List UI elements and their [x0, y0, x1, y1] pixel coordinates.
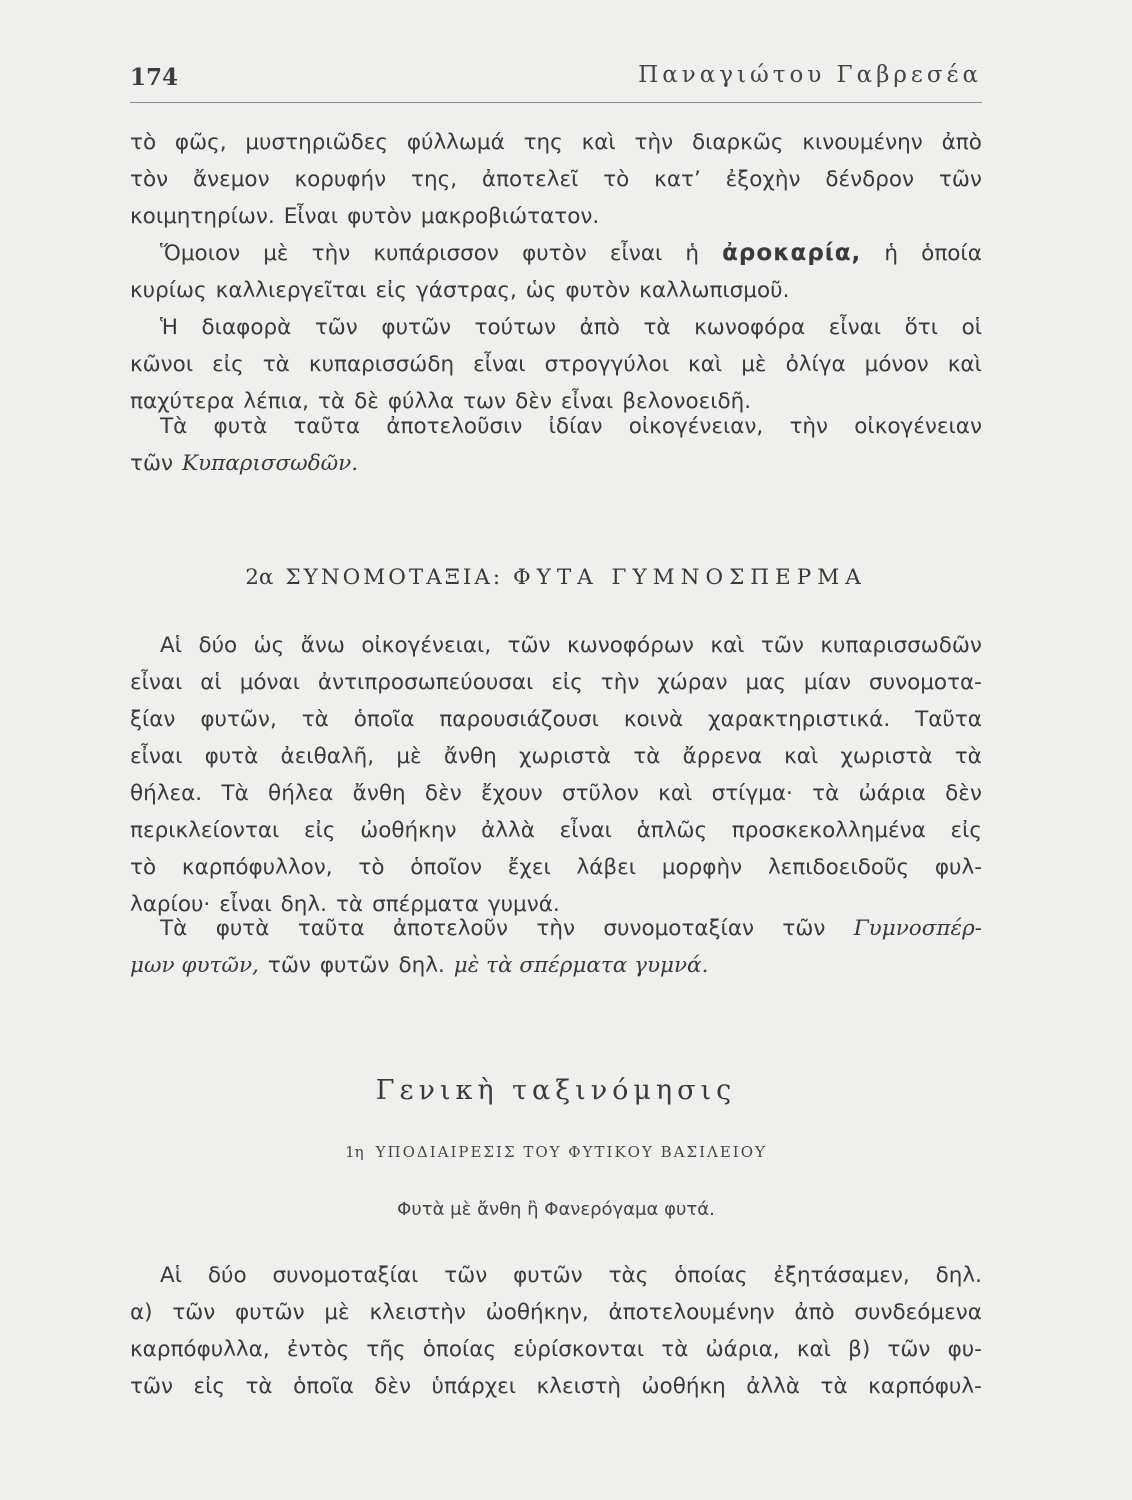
word: εἶναι [560, 389, 614, 414]
word: ἀποτελεῖ [481, 167, 579, 192]
subheading: Φυτὰ μὲ ἄνθη ἢ Φανερόγαμα φυτά. [397, 1199, 715, 1220]
word: κινουμένην [802, 130, 923, 155]
word: ἀποτελοῦν [392, 916, 509, 941]
word: εἰς [212, 352, 244, 377]
word: στίγμα· [711, 781, 793, 806]
word: της [523, 130, 563, 155]
word: θήλεα. [130, 781, 203, 806]
word: διαφορὰ [201, 315, 292, 340]
word: Ταῦτα [915, 707, 982, 732]
word: Αἱ [160, 1263, 182, 1288]
word: της, [411, 167, 458, 192]
word: τὰ [633, 744, 661, 769]
word: καὶ [947, 352, 982, 377]
word: μὲ [396, 744, 422, 769]
text-line [130, 701, 982, 738]
subdivision-heading [130, 1143, 982, 1173]
word: τὰ [661, 1337, 689, 1362]
word: Ὅμοιον [160, 241, 241, 266]
word: εἶναι [609, 241, 663, 266]
word: φυτῶν, [200, 707, 277, 732]
word: οἰκογένειαν [854, 414, 982, 439]
word: καὶ [796, 1337, 831, 1362]
word: δύο [207, 1263, 247, 1288]
word: ἀπὸ [941, 130, 982, 155]
word: ἄνθη [443, 744, 497, 769]
word: μόνον [864, 352, 929, 377]
word: τὰ [820, 1374, 848, 1399]
word: φυ- [947, 1337, 982, 1362]
word: καὶ [581, 130, 616, 155]
word: φυλ- [934, 855, 982, 880]
word: λάβει [576, 855, 637, 880]
word: α) [130, 1300, 153, 1325]
word: εἶναι [559, 818, 612, 843]
word: φυτὰ [215, 916, 270, 941]
word: καὶ [658, 781, 693, 806]
word: ὡς [525, 278, 557, 303]
word: εἶναι [130, 744, 183, 769]
word: τῶν [130, 1374, 173, 1399]
text-line [130, 775, 982, 812]
word: ταῦτα [297, 916, 365, 941]
word: μὲ [324, 1300, 350, 1325]
paragraph-5 [130, 627, 982, 923]
word: φυτῶν [381, 315, 451, 340]
word: τὰ [643, 315, 671, 340]
word: ταῦτα [293, 414, 361, 439]
word: φύλλωμά [406, 130, 505, 155]
word: ὀλίγα [785, 352, 846, 377]
word: δὲν [424, 781, 462, 806]
word: τὰ [317, 389, 346, 414]
italic-term: μων φυτῶν, [130, 953, 259, 978]
bold-term: ἀροκαρία, [722, 240, 862, 266]
word: φυτῶν [235, 1300, 305, 1325]
word: τῶν [130, 451, 173, 476]
word: εἶναι [828, 315, 882, 340]
word: ξίαν [130, 707, 176, 732]
page-header [130, 58, 982, 103]
word: ἔχουν [481, 781, 543, 806]
word: συνδεόμενα [854, 1300, 982, 1325]
word: ὡς [253, 633, 285, 658]
word: διαρκῶς [691, 130, 784, 155]
word: δηλ. [935, 1263, 982, 1288]
word: ἐξοχὴν [725, 167, 801, 192]
word: τῶν [314, 315, 358, 340]
word: φυτὰ [204, 744, 259, 769]
word: τῶν [887, 1337, 931, 1362]
word: ἔχει [507, 855, 551, 880]
word: εἶναι [219, 892, 272, 917]
word: ἀποτελουμένην [608, 1300, 775, 1325]
word: τὴν [634, 130, 674, 155]
word: τὴν [536, 916, 576, 941]
word: ἄνθη [352, 781, 406, 806]
word: ὁποῖα [293, 1374, 354, 1399]
word: ἀπὸ [579, 315, 620, 340]
word: ὁποίας [674, 1263, 748, 1288]
word: κωνοφόρων [567, 633, 694, 658]
word: τὰ [245, 1374, 273, 1399]
word: τὸ [358, 855, 385, 880]
word: καὶ [710, 633, 745, 658]
word: γάστρας, [416, 278, 517, 303]
word: τῶν [938, 167, 982, 192]
word: ἁπλῶς [636, 818, 708, 843]
paragraph-4 [130, 408, 982, 482]
word: τὰ [262, 352, 290, 377]
word: κοινὰ [623, 707, 684, 732]
word: ἀλλὰ [481, 818, 535, 843]
paragraph-2 [130, 235, 982, 309]
text-line [130, 812, 982, 849]
word: Τὰ [160, 916, 188, 941]
word: τὸ [130, 130, 157, 155]
word: κυρίως [130, 278, 207, 303]
text-line [130, 849, 982, 886]
word: φύλλα [387, 389, 455, 414]
paragraph-3 [130, 309, 982, 420]
word: εἰς [375, 278, 408, 303]
word: τὴν [789, 414, 829, 439]
text-line [130, 408, 982, 445]
word: ἄρρενα [682, 744, 762, 769]
text-line [130, 910, 982, 947]
word: ὁποίας [422, 1337, 497, 1362]
word: φυτὸν [565, 278, 631, 303]
word: τὰ [335, 892, 364, 917]
word: καρπόφυλλον, [181, 855, 333, 880]
word: ὠοθήκην [360, 818, 457, 843]
word: τῶν [760, 633, 804, 658]
page-number: 174 [130, 64, 179, 91]
word: φυτὸν [347, 204, 412, 229]
word: λέπια, [243, 389, 309, 414]
word: 1η [345, 1143, 364, 1161]
word: εἶναι [473, 352, 526, 377]
word: μίαν [803, 670, 852, 695]
italic-term: Γυμνοσπέρ- [853, 916, 982, 941]
word: φυτὰ [213, 414, 268, 439]
word: μόναι [239, 670, 300, 695]
word: ἀντιπροσωπεύουσαι [317, 670, 534, 695]
word: τούτων [474, 315, 557, 340]
word: βελονοειδῆ. [622, 389, 752, 414]
word: Ἡ [160, 315, 178, 340]
text-line [130, 1331, 982, 1368]
word: φῶς, [174, 130, 227, 155]
word: κατ’ [654, 167, 701, 192]
word: κλειστὴν [369, 1300, 466, 1325]
text-line [130, 235, 982, 272]
word: χωριστὰ [840, 744, 933, 769]
word: χωριστὰ [519, 744, 612, 769]
word: αἱ [200, 670, 222, 695]
paragraph-7 [130, 1257, 982, 1405]
word: δὲν [374, 1374, 412, 1399]
text-line [130, 947, 982, 984]
word: τὴν [600, 670, 640, 695]
word: τὸ [603, 167, 630, 192]
word: δὲν [515, 389, 552, 414]
word: τῶν [782, 916, 826, 941]
word: ὁποία [921, 241, 982, 266]
word: στῦλον [561, 781, 639, 806]
word: β) [848, 1337, 871, 1362]
word: ὁποῖον [410, 855, 482, 880]
word: ὠοθήκην, [485, 1300, 589, 1325]
italic-term: μὲ τὰ σπέρματα γυμνά. [453, 953, 709, 978]
word: περικλείονται [130, 818, 280, 843]
paragraph-1 [130, 124, 982, 235]
word: χαρακτηριστικά. [708, 707, 891, 732]
word: Τὰ [160, 414, 188, 439]
running-head: Παναγιώτου Γαβρεσέα [638, 62, 982, 88]
text-line [130, 272, 982, 309]
word: τὰ [812, 781, 840, 806]
word: ὅτι [904, 315, 938, 340]
word: ἰδίαν [548, 414, 603, 439]
text-line [130, 738, 982, 775]
word: Τὰ [221, 781, 249, 806]
word: εἰς [193, 1374, 225, 1399]
word: δένδρον [825, 167, 915, 192]
word: συνομοτα- [869, 670, 982, 695]
paragraph-6 [130, 910, 982, 984]
word: κυπαρισσωδῶν [820, 633, 982, 658]
word: ὠάρια, [705, 1337, 780, 1362]
general-heading: Γενικὴ ταξινόμησις [375, 1075, 737, 1106]
word: τῶν [507, 633, 551, 658]
text-line [130, 1368, 982, 1405]
word: μας [745, 670, 786, 695]
word: καλλωπισμοῦ. [639, 278, 790, 303]
word: καλλιεργεῖται [215, 278, 367, 303]
word: κωνοφόρα [694, 315, 806, 340]
word: ΥΠΟΔΙΑΙΡΕΣΙΣ ΤΟΥ ΦΥΤΙΚΟΥ ΒΑΣΙΛΕΙΟΥ [375, 1143, 767, 1161]
word: φυτὸν [522, 241, 587, 266]
word: ἀλλὰ [746, 1374, 801, 1399]
word: ἀειθαλῆ, [280, 744, 375, 769]
word: στρογγύλοι [544, 352, 669, 377]
word: προσκεκολλημένα [731, 818, 926, 843]
word: κυπαρισσώδη [308, 352, 455, 377]
word: εἰς [950, 818, 982, 843]
word: οἰκογένειαι, [361, 633, 492, 658]
word: εἶναι [130, 670, 183, 695]
word: μακροβιώτατον. [420, 204, 600, 229]
word: οἰκογένειαν, [628, 414, 764, 439]
word: τὰ [954, 744, 982, 769]
word: ἄνω [300, 633, 345, 658]
word: τὴν [311, 241, 351, 266]
text-line [130, 627, 982, 664]
text-line [130, 1294, 982, 1331]
word: μὲ [741, 352, 767, 377]
word: εἰς [304, 818, 336, 843]
word: παρουσιάζουσι [439, 707, 599, 732]
word: δηλ. [398, 953, 445, 978]
word: φυτῶν [319, 953, 390, 978]
word: λαρίου· [130, 892, 211, 917]
word: ὠοθήκη [641, 1374, 726, 1399]
word: καὶ [784, 744, 819, 769]
word: μὲ [263, 241, 289, 266]
text-line [130, 445, 982, 482]
word: καὶ [688, 352, 723, 377]
word: τὸν [130, 167, 169, 192]
word: μορφὴν [661, 855, 743, 880]
word: οἱ [961, 315, 982, 340]
word: συνομοταξίαν [603, 916, 755, 941]
word: συνομοταξίαι [272, 1263, 419, 1288]
text-line [130, 309, 982, 346]
word: παχύτερα [130, 389, 235, 414]
text-line [130, 664, 982, 701]
word: κορυφήν [294, 167, 387, 192]
word: λεπιδοειδοῦς [767, 855, 910, 880]
word: τῶν [172, 1300, 216, 1325]
word: Αἱ [160, 633, 182, 658]
word: Εἶναι [283, 204, 339, 229]
word: κῶνοι [130, 352, 194, 377]
section-heading [130, 565, 982, 605]
word: ἡ [685, 241, 700, 266]
word: δὲν [945, 781, 982, 806]
word: χώραν [657, 670, 728, 695]
word: τὰ [301, 707, 329, 732]
word: τῆς [366, 1337, 406, 1362]
word: δύο [198, 633, 238, 658]
word: ἀποτελοῦσιν [386, 414, 523, 439]
word: τῶν [444, 1263, 488, 1288]
text-line [130, 1257, 982, 1294]
text-line [130, 346, 982, 383]
word: εὑρίσκονται [513, 1337, 645, 1362]
word: ἡ [884, 241, 899, 266]
word: σπέρματα [372, 892, 479, 917]
text-line [130, 161, 982, 198]
word: καρπόφυλ- [868, 1374, 982, 1399]
word: των [463, 389, 507, 414]
word: τὸ [130, 855, 157, 880]
word: ἐντὸς [286, 1337, 350, 1362]
word: δὲ [354, 389, 379, 414]
word: ΦΥΤΑ ΓΥΜΝΟΣΠΕΡΜΑ [513, 565, 867, 590]
word: τὰς [608, 1263, 649, 1288]
word: τῶν [267, 953, 311, 978]
word: κοιμητηρίων. [130, 204, 275, 229]
word: ἀπὸ [794, 1300, 835, 1325]
word: μυστηριῶδες [245, 130, 389, 155]
word: ἄνεμον [192, 167, 270, 192]
word: φυτῶν [513, 1263, 583, 1288]
word: καρπόφυλλα, [130, 1337, 270, 1362]
word: ΣΥΝΟΜΟΤΑΞΙΑ: [285, 565, 504, 590]
text-line [130, 124, 982, 161]
word: θήλεα [268, 781, 334, 806]
word: γυμνά. [487, 892, 560, 917]
word: ὑπάρχει [431, 1374, 517, 1399]
word: ὠάρια [858, 781, 926, 806]
italic-term: Κυπαρισσωδῶν. [181, 451, 359, 476]
text-line [130, 198, 982, 235]
word: κυπάρισσον [373, 241, 499, 266]
word: 2α [245, 565, 274, 590]
word: ὁποῖα [353, 707, 415, 732]
word: κλειστὴ [536, 1374, 622, 1399]
word: ἐξητάσαμεν, [773, 1263, 910, 1288]
word: εἰς [551, 670, 583, 695]
word: δηλ. [280, 892, 327, 917]
